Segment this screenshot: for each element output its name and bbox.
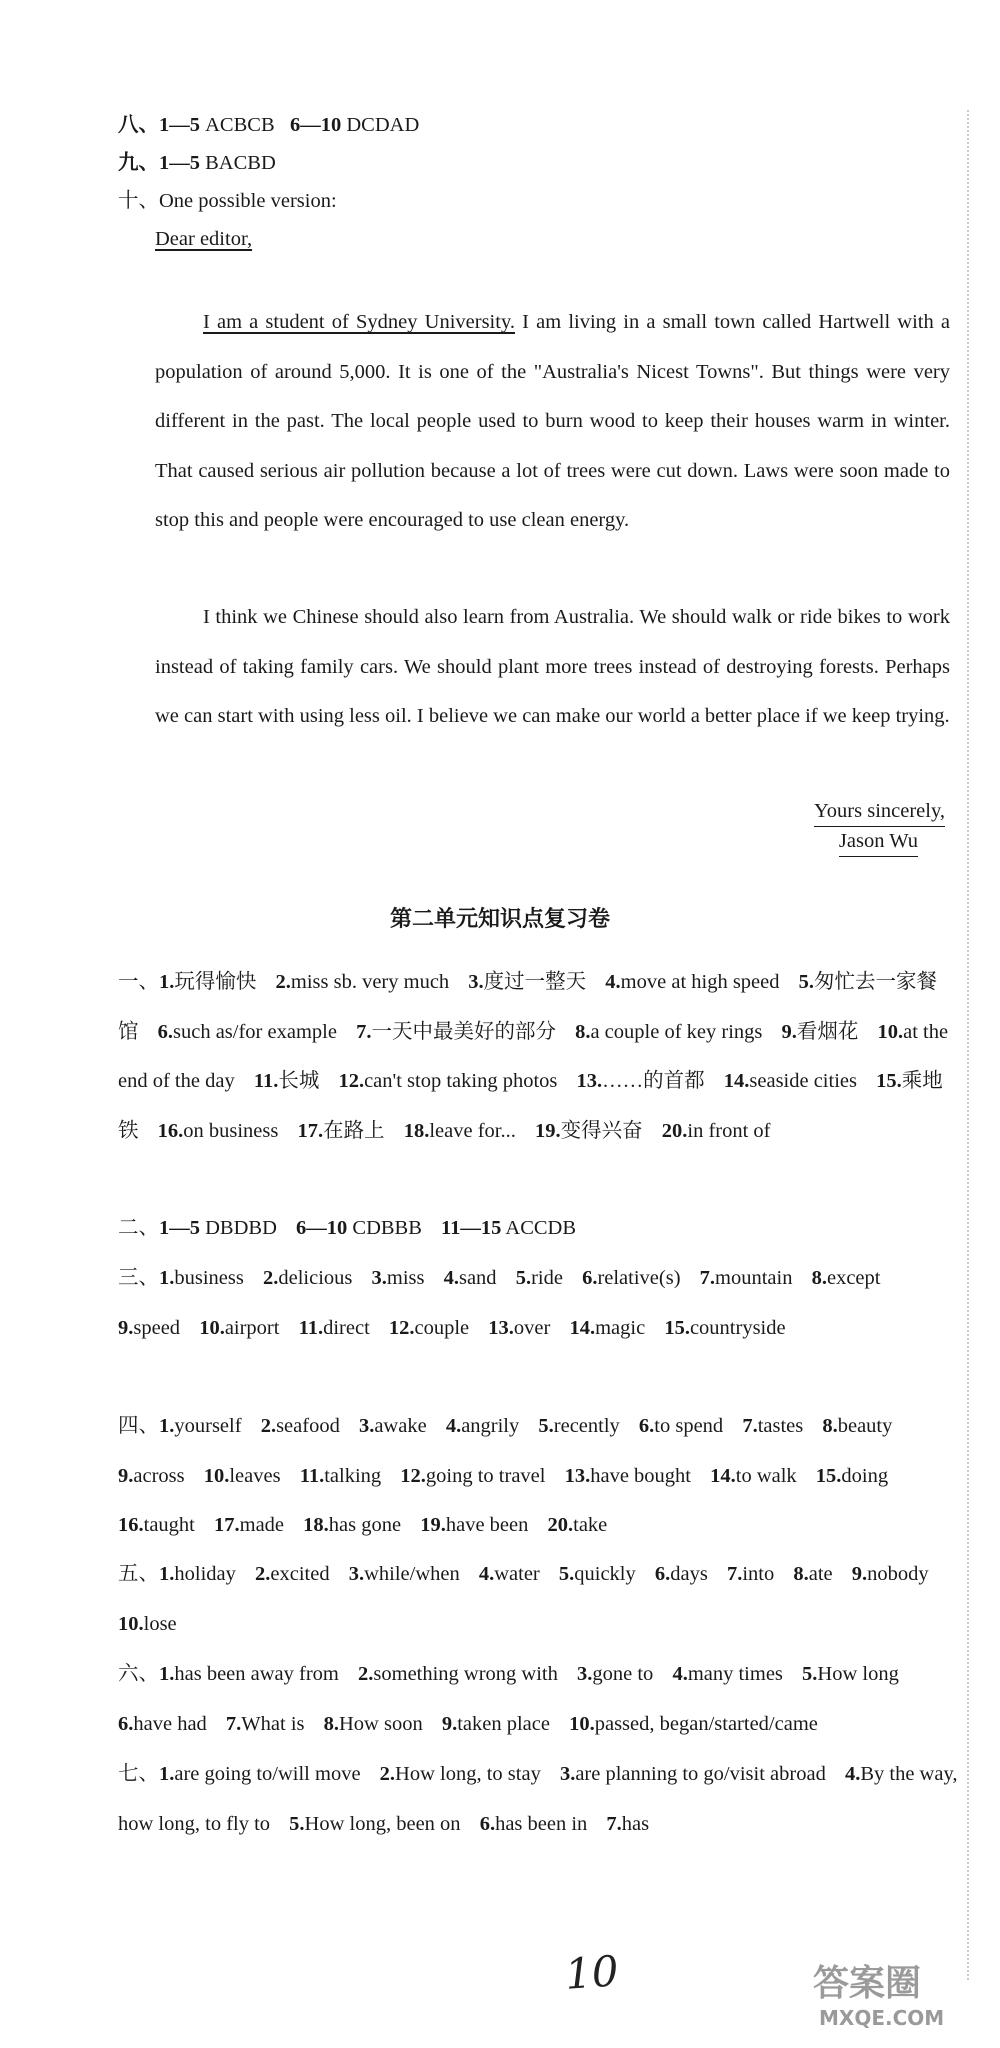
answer-item xyxy=(672,1663,782,1685)
answer-text: airport xyxy=(224,1316,280,1339)
answer-item xyxy=(565,1465,691,1487)
answer-text: ride xyxy=(531,1267,563,1289)
answer-text: many times xyxy=(687,1663,783,1685)
letter-greeting: Dear editor, xyxy=(155,228,253,250)
answer-number: 7. xyxy=(699,1267,716,1289)
answer-text: awake xyxy=(374,1415,427,1437)
answer-number: 8. xyxy=(575,1020,591,1043)
answer-item xyxy=(372,1267,425,1289)
answer-text: yourself xyxy=(174,1415,242,1437)
answer-text: has xyxy=(621,1812,650,1835)
answer-number: 8. xyxy=(793,1563,809,1585)
answer-number: 5. xyxy=(515,1267,532,1289)
question-prefix: 五、 xyxy=(118,1563,159,1585)
answer-number: 6. xyxy=(638,1415,655,1437)
answer-item xyxy=(226,1713,305,1735)
answer-number: 14. xyxy=(723,1070,750,1092)
question-5-answers xyxy=(118,1550,963,1649)
answer-item xyxy=(479,1563,540,1585)
answer-item xyxy=(159,1663,339,1685)
answer-item xyxy=(359,1415,427,1437)
answer-item xyxy=(700,1267,793,1289)
answer-number: 2. xyxy=(262,1267,279,1289)
answer-number: 8. xyxy=(323,1712,339,1735)
answer-item xyxy=(254,1070,320,1092)
answer-text: to spend xyxy=(654,1415,724,1437)
answer-text: countryside xyxy=(689,1316,786,1339)
answer-number: 9. xyxy=(118,1316,134,1339)
answer-number: 1. xyxy=(159,1415,175,1437)
answer-number: 13. xyxy=(576,1070,603,1092)
answer-item xyxy=(724,1070,857,1092)
answer-item xyxy=(358,1663,558,1685)
answer-number: 11. xyxy=(299,1464,325,1487)
answer-text: nobody xyxy=(867,1563,929,1585)
answer-text: ate xyxy=(808,1563,833,1585)
answer-text: How long, been on xyxy=(304,1812,461,1835)
answer-item xyxy=(559,1563,636,1585)
answer-text: days xyxy=(670,1563,708,1585)
answer-number: 6. xyxy=(479,1812,496,1835)
answer-item xyxy=(577,1070,705,1092)
answer-number: 2. xyxy=(260,1415,277,1437)
answer-item xyxy=(664,1317,785,1339)
answer-number: 1. xyxy=(159,1663,175,1685)
answer-number: 11. xyxy=(298,1316,324,1339)
answer-text: How soon xyxy=(339,1712,423,1735)
answer-number: 1. xyxy=(159,1267,175,1289)
answer-number: 5. xyxy=(289,1812,305,1835)
answer-text: are going to/will move xyxy=(174,1763,361,1785)
answer-item xyxy=(380,1763,541,1785)
answer-number: 2. xyxy=(275,971,291,993)
answer-number: 18. xyxy=(303,1514,329,1536)
answer-item xyxy=(159,1267,244,1289)
answer-number: 8. xyxy=(811,1267,827,1289)
answer-item xyxy=(569,1713,818,1735)
letter-signature: Jason Wu xyxy=(839,826,918,857)
answer-item xyxy=(214,1514,284,1536)
answer-number: 15. xyxy=(876,1070,902,1092)
answer-item xyxy=(118,1465,185,1487)
answer-text: delicious xyxy=(278,1267,353,1289)
answer-item xyxy=(158,1021,337,1043)
answer-number: 13. xyxy=(564,1464,591,1487)
answer-number: 13. xyxy=(488,1316,514,1339)
answer-item xyxy=(400,1465,545,1487)
answer-text: 度过一整天 xyxy=(483,971,587,993)
answer-number: 5. xyxy=(558,1563,575,1585)
answer-text: going to travel xyxy=(425,1464,546,1487)
answer-number: 15. xyxy=(815,1464,842,1487)
answer-number: 19. xyxy=(535,1119,561,1142)
answer-item xyxy=(349,1563,460,1585)
answer-text: ……的首都 xyxy=(602,1070,705,1092)
answer-text: has been in xyxy=(495,1812,588,1835)
answer-text: such as/for example xyxy=(173,1020,337,1043)
answer-number: 7. xyxy=(742,1415,758,1437)
answer-item xyxy=(516,1267,563,1289)
answer-text: have bought xyxy=(590,1464,691,1487)
answer-text: couple xyxy=(414,1316,470,1339)
answer-number: 6—10 xyxy=(296,1217,348,1239)
answer-item xyxy=(263,1267,352,1289)
answer-number: 5. xyxy=(538,1415,554,1437)
answer-number: 16. xyxy=(118,1514,144,1536)
answer-item xyxy=(296,1217,422,1239)
answer-number: 10. xyxy=(199,1316,225,1339)
answer-number: 9. xyxy=(781,1020,797,1043)
answer-item xyxy=(338,1070,557,1092)
answer-text: in front of xyxy=(687,1119,771,1142)
answer-number: 2. xyxy=(358,1663,374,1685)
answer-number: 6. xyxy=(582,1267,598,1289)
question-6-answers xyxy=(118,1650,963,1749)
watermark-url: MXQE.COM xyxy=(819,2006,945,2030)
answer-number: 3. xyxy=(358,1415,375,1437)
answer-item xyxy=(420,1514,528,1536)
question-prefix: 二、 xyxy=(118,1217,159,1239)
answer-item xyxy=(356,1021,556,1043)
answer-number: 9. xyxy=(118,1464,134,1487)
answer-item xyxy=(389,1317,469,1339)
answer-item xyxy=(159,1217,277,1239)
answer-item xyxy=(742,1415,803,1437)
letter-paragraph-2: I think we Chinese should also learn from Australia. We should walk or ride bikes to work instead of taking family cars. We should plant more trees instead of destroying forests. Perhaps we can start with using less oil. I believe we can make our world a better place if we keep trying. xyxy=(155,606,950,727)
answer-text: taken place xyxy=(457,1712,550,1735)
answer-number: 10. xyxy=(569,1712,595,1735)
answer-text: seafood xyxy=(276,1415,340,1437)
answer-text: into xyxy=(742,1563,775,1585)
answer-text: water xyxy=(494,1563,540,1585)
answer-text: across xyxy=(133,1464,185,1487)
answer-number: 1. xyxy=(159,1763,175,1785)
answer-text: passed, began/started/came xyxy=(594,1712,818,1735)
answer-item xyxy=(662,1120,771,1142)
answer-number: 20. xyxy=(661,1119,688,1142)
answer-text: DBDBD xyxy=(205,1217,277,1239)
answer-number: 4. xyxy=(478,1563,495,1585)
answer-number: 3. xyxy=(371,1267,387,1289)
answer-text: sand xyxy=(458,1267,497,1289)
answer-text: 看烟花 xyxy=(796,1020,859,1043)
question-prefix: 四、 xyxy=(118,1415,159,1437)
answer-text: has gone xyxy=(328,1514,402,1536)
answer-item xyxy=(297,1120,384,1142)
answer-text: CDBBB xyxy=(352,1217,422,1239)
section-title: 第二单元知识点复习卷 xyxy=(389,907,610,932)
answer-item xyxy=(324,1713,423,1735)
answer-number: 6. xyxy=(118,1712,134,1735)
answer-number: 7. xyxy=(225,1712,242,1735)
answer-number: 9. xyxy=(851,1563,868,1585)
answer-text: direct xyxy=(323,1316,370,1339)
answer-text: take xyxy=(573,1514,608,1536)
answer-item xyxy=(816,1465,888,1487)
answer-item xyxy=(118,1317,180,1339)
answer-text: taught xyxy=(143,1514,195,1536)
watermark-title: 答案圈 xyxy=(813,1963,922,2004)
answer-text: What is xyxy=(241,1712,305,1735)
answer-item xyxy=(569,1317,645,1339)
answer-number: 3. xyxy=(559,1763,576,1785)
answer-text: have been xyxy=(445,1514,529,1536)
answer-number: 10. xyxy=(203,1464,230,1487)
answer-text: made xyxy=(239,1514,285,1536)
answer-text: angrily xyxy=(461,1415,520,1437)
answer-text: 匆忙去一家餐馆 xyxy=(118,971,938,1043)
section-9-answers: 九、1—5 BACBD xyxy=(118,152,276,174)
section-8-answers: 八、1—5 ACBCB 6—10 DCDAD xyxy=(118,114,420,136)
answer-number: 12. xyxy=(400,1464,426,1487)
answer-text: recently xyxy=(553,1415,620,1437)
answer-number: 7. xyxy=(606,1812,622,1835)
answer-item xyxy=(575,1021,762,1043)
answer-item xyxy=(605,971,779,993)
answer-item xyxy=(480,1813,588,1835)
answer-number: 11—15 xyxy=(441,1217,502,1239)
answer-item xyxy=(488,1317,550,1339)
answer-item xyxy=(299,1317,370,1339)
answer-number: 10. xyxy=(118,1612,144,1635)
answer-text: tastes xyxy=(757,1415,804,1437)
answer-number: 1. xyxy=(159,1563,175,1585)
answer-number: 6. xyxy=(654,1563,671,1585)
answer-text: quickly xyxy=(574,1563,636,1585)
answer-text: How long xyxy=(817,1663,899,1685)
margin-dotted-line xyxy=(967,110,969,1980)
question-prefix: 三、 xyxy=(118,1267,159,1289)
question-3-answers xyxy=(118,1254,963,1353)
answer-text: 长城 xyxy=(278,1070,320,1092)
answer-text: while/when xyxy=(364,1563,460,1585)
answer-text: 一天中最美好的部分 xyxy=(371,1020,556,1043)
answer-number: 2. xyxy=(255,1563,271,1585)
answer-item xyxy=(852,1563,929,1585)
answer-item xyxy=(793,1563,832,1585)
answer-number: 15. xyxy=(664,1316,690,1339)
answer-item xyxy=(118,1613,177,1635)
answer-item xyxy=(404,1120,516,1142)
answer-text: a couple of key rings xyxy=(590,1020,763,1043)
answer-item xyxy=(538,1415,619,1437)
answer-item xyxy=(560,1763,826,1785)
answer-item xyxy=(159,1563,236,1585)
answer-number: 1. xyxy=(159,971,175,993)
answer-item xyxy=(300,1465,381,1487)
answer-number: 10. xyxy=(877,1020,904,1043)
answer-text: have had xyxy=(133,1712,207,1735)
answer-text: speed xyxy=(133,1316,181,1339)
answer-item xyxy=(727,1563,774,1585)
answer-item xyxy=(442,1713,550,1735)
answer-item xyxy=(535,1120,643,1142)
section-10-label: 十、One possible version: xyxy=(118,190,337,212)
question-prefix: 六、 xyxy=(118,1663,159,1685)
answer-number: 5. xyxy=(798,971,815,993)
answer-text: move at high speed xyxy=(620,971,780,993)
answer-text: gone to xyxy=(592,1663,654,1685)
answer-item xyxy=(255,1563,330,1585)
answer-item xyxy=(446,1415,519,1437)
answer-text: excited xyxy=(270,1563,330,1585)
answer-item xyxy=(158,1120,279,1142)
answer-text: at the end of the day xyxy=(118,1020,949,1092)
answer-text: leaves xyxy=(229,1464,281,1487)
answer-number: 7. xyxy=(356,1020,372,1043)
answer-number: 4. xyxy=(445,1415,462,1437)
answer-text: magic xyxy=(595,1316,646,1339)
answer-item xyxy=(802,1663,899,1685)
answer-text: ACCDB xyxy=(505,1217,577,1239)
answer-number: 7. xyxy=(726,1563,743,1585)
answer-number: 12. xyxy=(338,1070,365,1092)
answer-item xyxy=(582,1267,680,1289)
answer-item xyxy=(782,1021,859,1043)
answer-text: relative(s) xyxy=(597,1267,681,1289)
answer-text: except xyxy=(826,1267,881,1289)
answer-number: 11. xyxy=(253,1070,279,1092)
answer-item xyxy=(812,1267,881,1289)
answer-item xyxy=(276,971,450,993)
answer-number: 3. xyxy=(348,1563,365,1585)
answer-number: 1—5 xyxy=(159,1217,200,1239)
answer-number: 3. xyxy=(577,1663,593,1685)
answer-item xyxy=(261,1415,340,1437)
answer-text: are planning to go/visit abroad xyxy=(575,1763,826,1785)
answer-number: 5. xyxy=(802,1663,818,1685)
answer-number: 16. xyxy=(157,1119,184,1142)
answer-number: 14. xyxy=(569,1316,596,1339)
answer-text: something wrong with xyxy=(373,1663,558,1685)
answer-item xyxy=(822,1415,892,1437)
answer-text: business xyxy=(174,1267,244,1289)
letter-paragraph-1: I am a student of Sydney University. I am living in a small town called Hartwell with a population of around 5,000. It is one of the "Australia's Nicest Towns". But things were very different in the past. The local people used to burn wood to keep their houses warm in winter. That caused serious air pollution because a lot of trees were cut down. Laws were soon made to stop this and people were encouraged to use clean energy. xyxy=(155,311,950,531)
answer-number: 20. xyxy=(547,1514,574,1536)
answer-text: 在路上 xyxy=(323,1119,385,1142)
answer-text: leave for... xyxy=(429,1119,516,1142)
answer-text: can't stop taking photos xyxy=(364,1070,558,1092)
answer-item xyxy=(199,1317,279,1339)
answer-item xyxy=(289,1813,460,1835)
question-7-answers xyxy=(118,1750,963,1849)
answer-text: miss sb. very much xyxy=(290,971,450,993)
question-prefix: 一、 xyxy=(118,971,159,993)
letter-closing: Yours sincerely, xyxy=(814,796,945,827)
answer-item xyxy=(303,1514,401,1536)
answer-text: 玩得愉快 xyxy=(174,971,257,993)
answer-item xyxy=(577,1663,653,1685)
answer-item xyxy=(159,971,256,993)
answer-item xyxy=(710,1465,797,1487)
answer-text: miss xyxy=(386,1267,425,1289)
answer-item xyxy=(468,971,586,993)
answer-item xyxy=(441,1217,576,1239)
answer-number: 4. xyxy=(844,1763,861,1785)
question-prefix: 七、 xyxy=(118,1763,159,1785)
answer-item xyxy=(118,1713,207,1735)
answer-number: 14. xyxy=(710,1464,736,1487)
answer-text: holiday xyxy=(174,1563,236,1585)
answer-text: has been away from xyxy=(174,1663,339,1685)
answer-number: 4. xyxy=(443,1267,459,1289)
answer-number: 3. xyxy=(468,971,484,993)
answer-number: 19. xyxy=(420,1514,446,1536)
answer-text: over xyxy=(513,1316,551,1339)
answer-number: 17. xyxy=(214,1514,240,1536)
answer-number: 2. xyxy=(379,1763,396,1785)
answer-item xyxy=(444,1267,497,1289)
answer-text: 乘地铁 xyxy=(118,1070,943,1142)
answer-item xyxy=(159,1763,361,1785)
answer-text: seaside cities xyxy=(749,1070,857,1092)
answer-item xyxy=(159,1415,242,1437)
answer-number: 4. xyxy=(605,971,621,993)
page-number: 10 xyxy=(563,1946,621,1999)
answer-item xyxy=(655,1563,708,1585)
answer-text: 变得兴奋 xyxy=(560,1119,643,1142)
question-4-answers xyxy=(118,1402,963,1551)
answer-item xyxy=(606,1813,649,1835)
answer-number: 6. xyxy=(157,1020,173,1043)
answer-number: 17. xyxy=(297,1119,324,1142)
answer-text: to walk xyxy=(735,1464,797,1487)
answer-number: 12. xyxy=(388,1316,415,1339)
answer-text: By the way, how long, to fly to xyxy=(118,1763,958,1835)
answer-item xyxy=(639,1415,723,1437)
answer-item xyxy=(118,1514,195,1536)
answer-number: 9. xyxy=(441,1712,458,1735)
answer-text: on business xyxy=(183,1119,279,1142)
answer-text: beauty xyxy=(837,1415,893,1437)
question-2-answers xyxy=(118,1204,963,1254)
answer-item xyxy=(548,1514,608,1536)
answer-text: lose xyxy=(143,1612,177,1635)
question-1-answers xyxy=(118,958,963,1156)
watermark-logo xyxy=(805,1955,985,2033)
answer-item xyxy=(204,1465,281,1487)
answer-number: 4. xyxy=(672,1663,688,1685)
answer-number: 8. xyxy=(822,1415,838,1437)
answer-number: 18. xyxy=(403,1119,430,1142)
answer-text: talking xyxy=(324,1464,382,1487)
answer-text: How long, to stay xyxy=(395,1763,541,1785)
answer-text: doing xyxy=(841,1464,889,1487)
answer-text: mountain xyxy=(715,1267,793,1289)
